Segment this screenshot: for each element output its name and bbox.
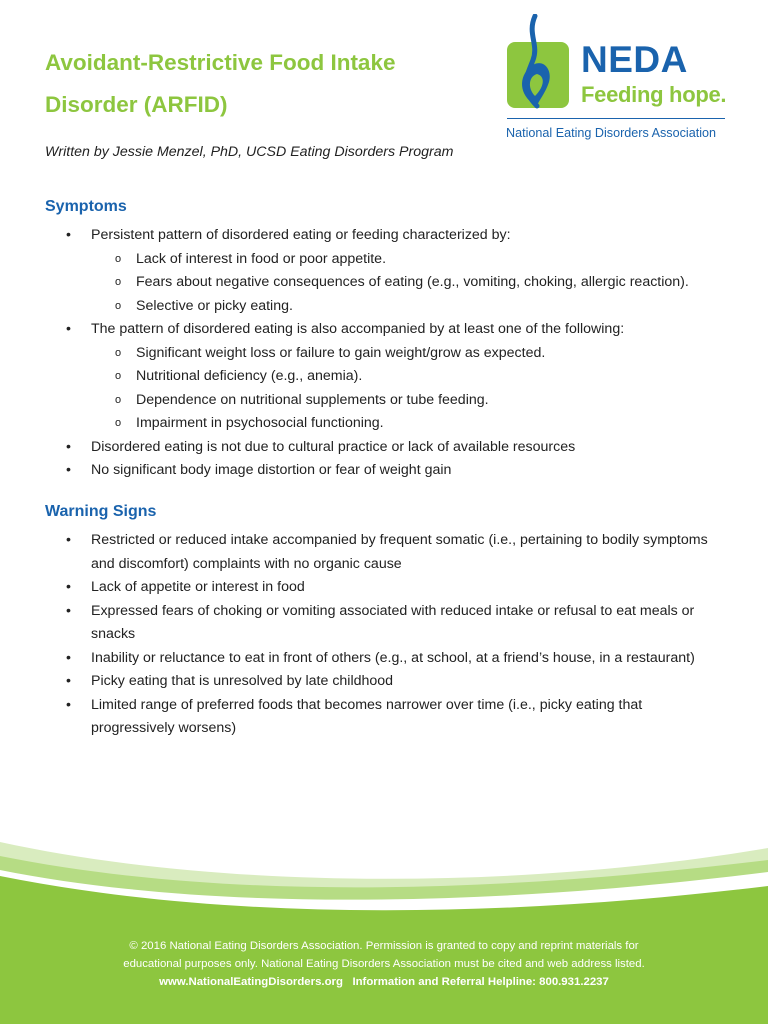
- list-item: • Expressed fears of choking or vomiting associated with reduced intake or refusal to eat meals or snacks: [45, 600, 725, 647]
- page-title: Avoidant-Restrictive Food Intake Disorder (ARFID): [45, 50, 396, 117]
- warning-signs-heading: Warning Signs: [45, 503, 157, 520]
- warning-signs-section: [45, 501, 725, 741]
- logo-org-name: National Eating Disorders Association: [506, 126, 717, 140]
- symptoms-section: [45, 196, 725, 483]
- footer-contact: [0, 973, 768, 991]
- footer-copyright: [0, 937, 768, 991]
- sub-list: [91, 342, 725, 436]
- footer-wave-background: [0, 820, 768, 1024]
- list-item: • Disordered eating is not due to cultural practice or lack of available resources: [45, 436, 725, 460]
- sub-list-item: o Impairment in psychosocial functioning.: [91, 412, 725, 436]
- list-item: • Lack of appetite or interest in food: [45, 576, 725, 600]
- neda-logo: [505, 14, 735, 149]
- list-item: • Restricted or reduced intake accompanied by frequent somatic (i.e., pertaining to bodily symptoms and discomfort) complaints with no organic cause: [45, 529, 725, 576]
- footer-helpline: Information and Referral Helpline: 800.931.2237: [352, 976, 609, 988]
- logo-tagline: Feeding hope.: [581, 82, 727, 107]
- list-item: • No significant body image distortion or fear of weight gain: [45, 459, 725, 483]
- logo-divider: [507, 118, 725, 119]
- footer-website-link[interactable]: www.NationalEatingDisorders.org: [159, 976, 343, 988]
- warning-signs-list: [45, 529, 725, 741]
- list-item: • Inability or reluctance to eat in front of others (e.g., at school, at a friend’s house, in a restaurant): [45, 647, 725, 671]
- sub-list-item: o Fears about negative consequences of eating (e.g., vomiting, choking, allergic reaction).: [91, 271, 725, 295]
- sub-list-item: o Lack of interest in food or poor appetite.: [91, 248, 725, 272]
- author-line: Written by Jessie Menzel, PhD, UCSD Eating Disorders Program: [45, 144, 454, 160]
- list-item-text: Persistent pattern of disordered eating or feeding characterized by:: [91, 227, 511, 243]
- sub-list-item: o Dependence on nutritional supplements or tube feeding.: [91, 389, 725, 413]
- footer-line-1: © 2016 National Eating Disorders Association. Permission is granted to copy and reprint materials for: [129, 940, 639, 952]
- sub-list-item: o Significant weight loss or failure to gain weight/grow as expected.: [91, 342, 725, 366]
- sub-list-item: o Selective or picky eating.: [91, 295, 725, 319]
- list-item: • Picky eating that is unresolved by late childhood: [45, 670, 725, 694]
- symptoms-list: [45, 224, 725, 483]
- logo-name: NEDA: [581, 39, 688, 80]
- list-item-text: The pattern of disordered eating is also accompanied by at least one of the following:: [91, 321, 625, 337]
- list-item: [45, 318, 725, 436]
- footer-line-2: educational purposes only. National Eating Disorders Association must be cited and web address listed.: [123, 958, 645, 970]
- sub-list-item: o Nutritional deficiency (e.g., anemia).: [91, 365, 725, 389]
- neda-emblem-icon: [505, 14, 571, 114]
- list-item: [45, 224, 725, 318]
- symptoms-heading: Symptoms: [45, 198, 127, 215]
- list-item: • Limited range of preferred foods that becomes narrower over time (i.e., picky eating that progressively worsens): [45, 694, 725, 741]
- sub-list: [91, 248, 725, 319]
